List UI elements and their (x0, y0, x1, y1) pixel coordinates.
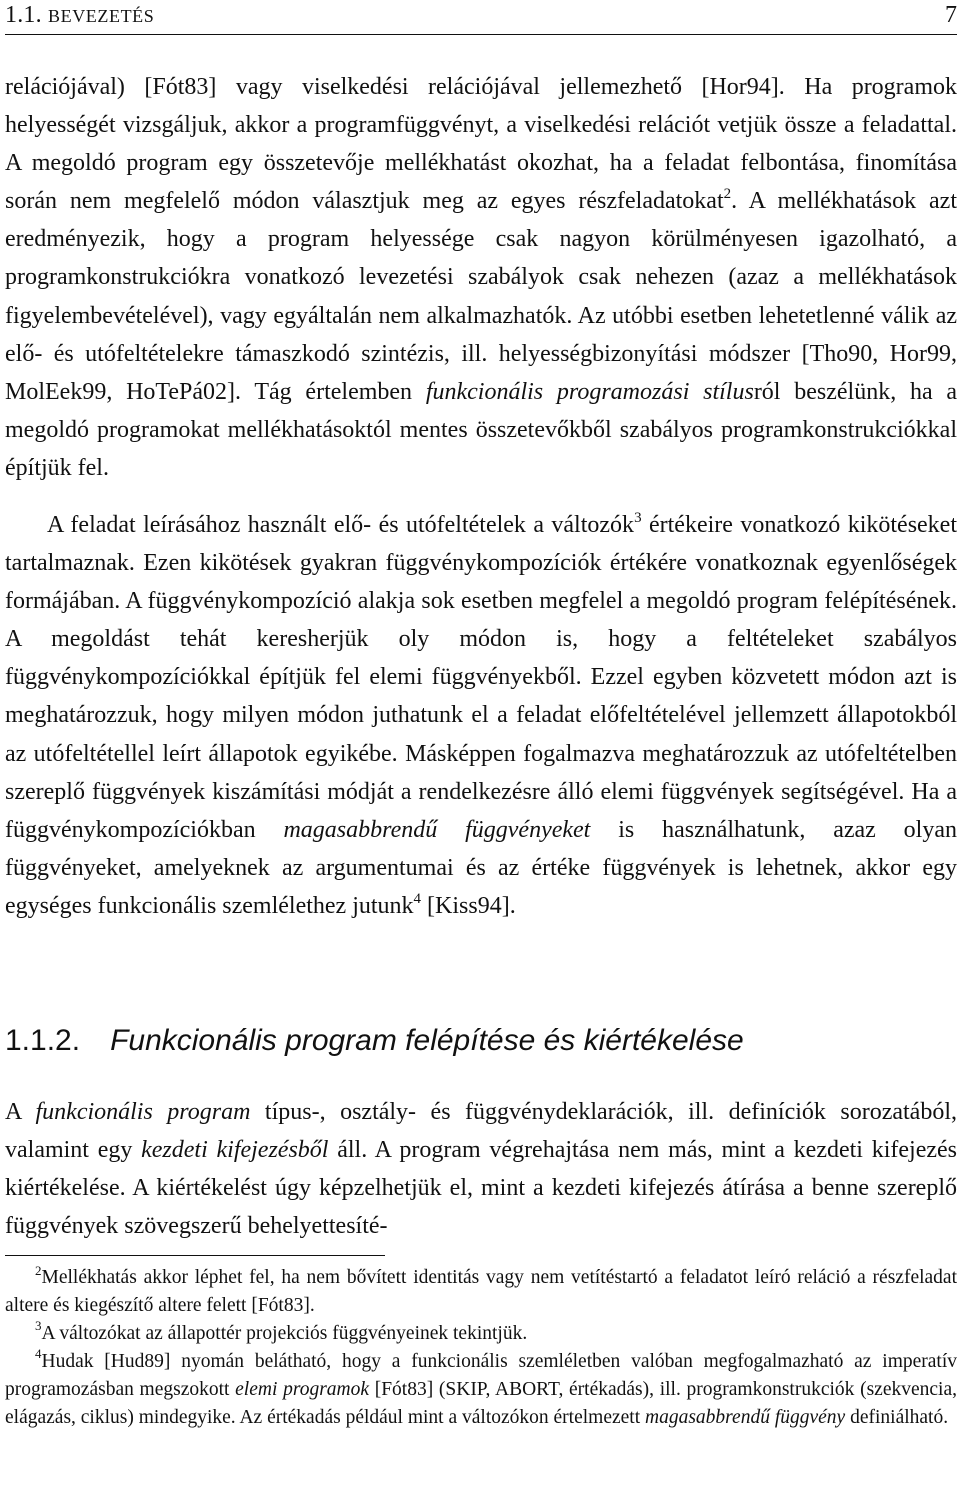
footnote-mark-4: 4 (35, 1346, 42, 1362)
emphasis-functional-style: funkcionális programozási stílus (425, 378, 754, 405)
paragraph-1-text-a: relációjával) [Fót83] vagy viselkedési relációjával jellemezhető [Hor94]. Ha programok helyességét vizsgáljuk, akkor a programfüggvényt, a viselkedési relációt vetjük össze a feladattal. A megoldó program egy összetevője mellékhatást okozhat, ha a feladat felbontása, finomítása során nem megfelelő módon választjuk meg az egyes részfeladatokat (5, 74, 957, 215)
paragraph-3-text-a: A (5, 1099, 36, 1125)
paragraph-3 (5, 1093, 957, 1245)
paragraph-2-text-a: A feladat leírásához használt elő- és utófeltételek a változók (47, 512, 635, 538)
emphasis-functional-program: funkcionális program (35, 1099, 251, 1125)
section-title: Funkcionális program felépítése és kiértékelése (110, 1024, 744, 1057)
footnote-mark-2: 2 (35, 1262, 42, 1278)
header-section-title (5, 2, 154, 29)
footnote-ref-2[interactable]: 2 (723, 186, 732, 203)
paragraph-3-text-b: típus-, osztály- és függvénydeklarációk, ill. definíciók sorozatából, valamint egy (5, 1099, 957, 1164)
page-number: 7 (945, 2, 957, 28)
emphasis-initial-expression: kezdeti kifejezésből (141, 1137, 329, 1164)
section-heading (5, 1024, 744, 1058)
paragraph-2 (5, 506, 957, 925)
footnote-4-text-a: Hudak [Hud89] nyomán belátható, hogy a funkcionális szemléletben valóban megfogalmazható az imperatív programozásban megszokott (5, 1350, 957, 1400)
footnote-4-emphasis-higher-order-function: magasabbrendű függvény (645, 1406, 846, 1428)
paragraph-1-text-b: . A mellékhatások azt eredményezik, hogy a program helyessége csak nagyon körülményesen igazolható, a programkonstrukciókra vonatkozó levezetési szabályok csak nehezen (azaz a mellékhatások figyelembevételével), vagy egyáltalán nem alkalmazhatók. Az utóbbi esetben lehetetlenné válik az elő- és utófeltételekre támaszkodó szintézis, ill. helyességbizonyítási módszer [Tho90, Hor99, MolEek99, HoTePá02]. Tág értelemben (5, 188, 957, 405)
header-section-name: BEVEZETÉS (48, 6, 155, 26)
footnote-4-text-b: [Fót83] (SKIP, ABORT, értékadás), ill. programkonstrukciók (szekvencia, elágazás, ciklus) mindegyike. Az értékadás például mint a változókon értelmezett (5, 1378, 957, 1428)
footnote-ref-3[interactable]: 3 (634, 510, 642, 526)
footnote-2 (5, 1264, 957, 1320)
footnote-3 (5, 1320, 957, 1348)
paragraph-2-text-d: [Kiss94]. (421, 892, 516, 919)
footnote-4-text-c: definiálható. (845, 1406, 949, 1428)
paragraph-2-text-c: is használhatunk, azaz olyan függvényeket, amelyeknek az argumentumai és az értéke függvények is lehetnek, akkor egy egységes funkcionális szemlélethez jutunk (5, 816, 957, 919)
section-number: 1.1.2. (5, 1024, 81, 1057)
footnote-4 (5, 1348, 957, 1432)
footnote-3-text: A változókat az állapottér projekciós függvényeinek tekintjük. (41, 1322, 528, 1344)
running-header (5, 2, 957, 35)
emphasis-higher-order-functions: magasabbrendű függvényeket (283, 816, 591, 843)
footnote-divider (5, 1255, 385, 1256)
footnote-mark-3: 3 (35, 1318, 42, 1334)
footnote-2-text: Mellékhatás akkor léphet fel, ha nem bővített identitás vagy nem vetítéstartó a feladatot leíró reláció a részfeladat altere és kiegészítő altere felett [Fót83]. (5, 1267, 957, 1316)
footnotes (5, 1264, 957, 1431)
paragraph-1 (5, 68, 957, 487)
paragraph-2-text-b: értékeire vonatkozó kikötéseket tartalmaznak. Ezen kikötések gyakran függvénykompozíciók értékére vonatkoznak egyenlőségek formájában. A függvénykompozíció alakja sok esetben megfelel a megoldó program felépítésének. A megoldást tehát keresherjük oly módon is, hogy a feltételeket szabályos függvénykompozíciókkal építjük fel elemi függvényekből. Ezzel egyben közvetett módon azt is meghatározzuk, hogy milyen módon juthatunk el a feladat előfeltételével jellemzett állapotokból az utófeltétellel leírt állapotok egyikébe. Másképpen fogalmazva meghatározzuk az utófeltételben szereplő függvények kiszámítási módját a rendelkezésre álló elemi függvények segítségével. Ha a függvénykompozíciókban (5, 512, 958, 843)
footnote-4-emphasis-elementary-programs: elemi programok (235, 1378, 370, 1400)
paragraph-3-text-c: áll. A program végrehajtása nem más, mint a kezdeti kifejezés kiértékelése. A kiértékelést úgy képzelhetjük el, mint a kezdeti kifejezés átírása a benne szereplő függvények szövegszerű behelyettesíté- (5, 1137, 957, 1240)
header-section-number: 1.1. (5, 2, 48, 28)
paragraph-1-text-c: ról beszélünk, ha a megoldó programokat mellékhatásoktól mentes összetevőkből szabályos programkonstrukciókkal építjük fel. (5, 378, 958, 481)
footnote-ref-4[interactable]: 4 (413, 890, 422, 907)
